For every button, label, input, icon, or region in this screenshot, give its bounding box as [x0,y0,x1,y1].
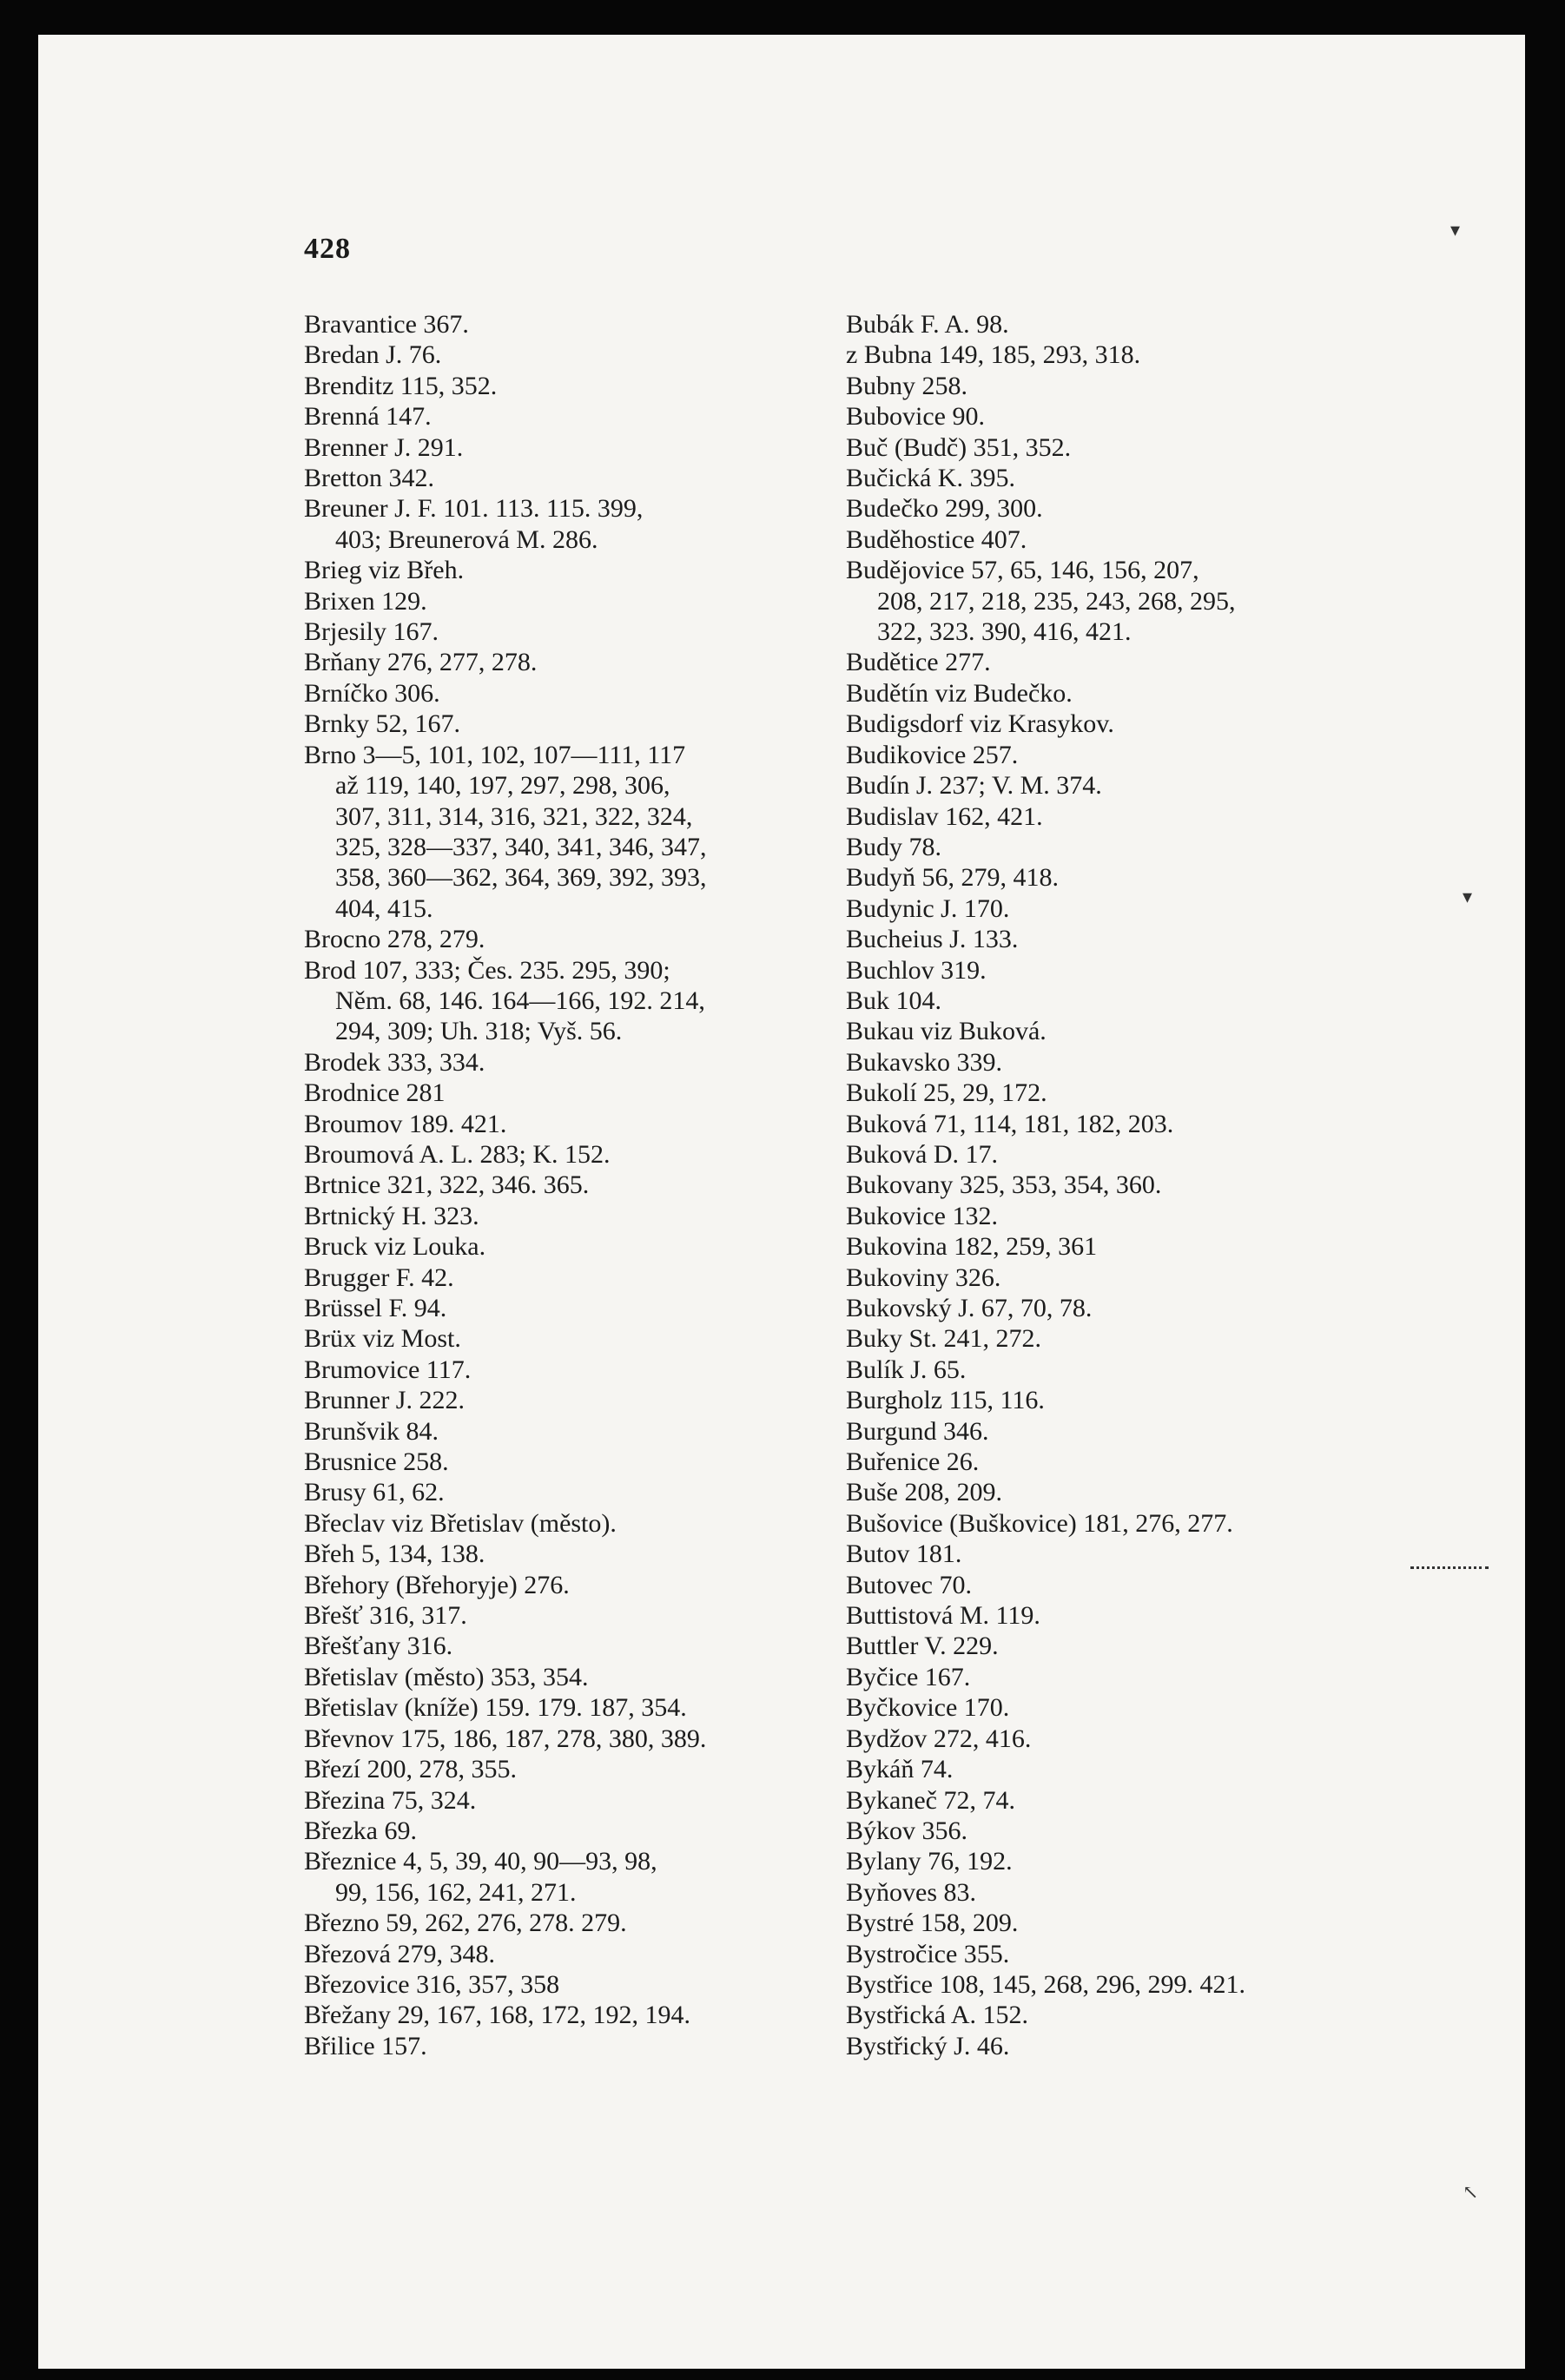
index-entry-line: 403; Breunerová M. 286. [335,524,598,554]
index-entry-line: Bubny 258. [846,371,968,400]
index-entry [846,524,1436,555]
index-entry [846,401,1436,432]
index-entry [846,1754,1436,1784]
index-entry-line: Bukolí 25, 29, 172. [846,1078,1047,1108]
index-entry-line: Bulík J. 65. [846,1355,967,1384]
index-entry [304,1846,825,1908]
index-entry [846,2000,1436,2030]
index-entry [846,647,1436,677]
index-entry [846,1570,1436,1600]
index-entry [304,1785,825,1816]
index-entry [846,862,1436,893]
index-entry [846,1724,1436,1754]
index-entry [304,1631,825,1661]
index-entry [304,1170,825,1200]
index-entry-line: Brunner J. 222. [304,1386,465,1415]
index-entry-line: Buk 104. [846,986,942,1015]
index-entry [304,1263,825,1293]
index-entry-line: Buše 208, 209. [846,1478,1002,1507]
index-entry-line: Brenditz 115, 352. [304,371,498,400]
index-entry [304,555,825,585]
index-entry [846,1477,1436,1507]
index-column-right [846,309,1436,2061]
index-entry-line: Brodnice 281 [304,1078,446,1108]
index-entry [304,1908,825,1938]
index-entry [846,1355,1436,1385]
index-entry-line: Bylany 76, 192. [846,1847,1013,1876]
index-entry-line: Butov 181. [846,1539,962,1569]
index-entry-line: Buková D. 17. [846,1139,998,1169]
index-entry [846,1263,1436,1293]
index-entry [846,1016,1436,1046]
scan-speck-mark: ↖ [1463,2181,1479,2203]
index-entry [846,309,1436,340]
index-entry-line: Brieg viz Břeh. [304,556,465,585]
index-entry-line: Brod 107, 333; Čes. 235. 295, 390; [304,955,670,985]
index-entry [304,1201,825,1231]
index-entry [304,1692,825,1723]
scan-dash-mark [1410,1566,1489,1572]
index-entry [846,1201,1436,1231]
index-entry-line: 358, 360—362, 364, 369, 392, 393, [335,863,707,893]
index-entry [846,1416,1436,1447]
index-entry [846,1293,1436,1323]
index-entry [846,955,1436,986]
index-entry-line: Bukavsko 339. [846,1047,1002,1077]
index-entry-line: Budětín viz Budečko. [846,678,1073,708]
index-entry [846,801,1436,832]
index-entry [846,1816,1436,1846]
index-entry [846,1139,1436,1170]
index-entry [846,1047,1436,1078]
index-entry-line: Buky St. 241, 272. [846,1324,1042,1354]
index-entry-line: Brenner J. 291. [304,432,464,462]
index-entry-line: Burgund 346. [846,1416,989,1446]
index-entry [846,1323,1436,1354]
index-entry [304,647,825,677]
scan-speck-mark: ▾ [1463,886,1473,907]
index-entry [846,1078,1436,1108]
index-entry-line: Bucheius J. 133. [846,925,1019,954]
index-entry [846,1508,1436,1539]
index-entry [846,893,1436,924]
index-entry-line: Budín J. 237; V. M. 374. [846,771,1102,801]
index-entry [846,1877,1436,1908]
index-entry-line: Březová 279, 348. [304,1939,495,1968]
index-entry [304,678,825,709]
index-entry-line: Budislav 162, 421. [846,801,1043,831]
index-entry [304,2031,825,2061]
index-entry [304,1139,825,1170]
page-number: 428 [304,233,351,265]
index-entry [846,1662,1436,1692]
index-entry-line: Budečko 299, 300. [846,494,1043,524]
index-entry [846,1939,1436,1969]
index-entry-line: Budějovice 57, 65, 146, 156, 207, [846,556,1199,585]
index-entry [846,1600,1436,1631]
index-entry-line: Bušovice (Buškovice) 181, 276, 277. [846,1508,1233,1538]
index-entry [846,986,1436,1016]
index-entry [304,616,825,647]
index-entry-line: Bubák F. A. 98. [846,310,1009,339]
index-entry [846,463,1436,493]
index-entry-line: Budikovice 257. [846,740,1019,769]
index-entry [304,1416,825,1447]
index-entry [304,463,825,493]
index-entry [846,832,1436,862]
index-entry-line: až 119, 140, 197, 297, 298, 306, [335,771,670,801]
index-entry [846,493,1436,524]
index-entry-line: Bykaneč 72, 74. [846,1785,1015,1815]
index-entry [846,1969,1436,2000]
index-entry [304,432,825,463]
index-entry-line: 404, 415. [335,893,433,923]
index-entry-line: Břežany 29, 167, 168, 172, 192, 194. [304,2001,690,2030]
index-entry-line: Buchlov 319. [846,955,987,985]
index-entry-line: Budy 78. [846,832,942,861]
index-entry [846,555,1436,647]
index-entry-line: z Bubna 149, 185, 293, 318. [846,340,1141,370]
index-entry [846,1170,1436,1200]
index-entry [846,1692,1436,1723]
book-page [38,35,1525,2369]
index-entry-line: Břehory (Břehoryje) 276. [304,1570,570,1599]
index-entry [846,1785,1436,1816]
index-entry-line: Bučická K. 395. [846,464,1015,493]
index-entry-line: Brüssel F. 94. [304,1294,447,1322]
index-entry-line: Bravantice 367. [304,310,469,339]
index-entry-line: Břevnov 175, 186, 187, 278, 380, 389. [304,1724,707,1753]
index-entry [304,586,825,616]
index-entry [304,1570,825,1600]
index-entry [304,1355,825,1385]
index-entry [846,1908,1436,1938]
index-entry [304,2000,825,2030]
index-entry [304,1939,825,1969]
index-entry [304,1385,825,1415]
index-entry-line: Bukovany 325, 353, 354, 360. [846,1170,1162,1200]
index-entry-line: Brusy 61, 62. [304,1478,445,1507]
index-entry-line: 208, 217, 218, 235, 243, 268, 295, [877,586,1236,616]
index-entry [846,740,1436,770]
index-entry-line: Bruck viz Louka. [304,1232,486,1262]
index-entry [846,1631,1436,1661]
index-entry-line: Brtnice 321, 322, 346. 365. [304,1170,590,1200]
index-entry [304,1047,825,1078]
index-entry-line: Brnky 52, 167. [304,709,460,739]
index-entry-line: Broumová A. L. 283; K. 152. [304,1139,611,1169]
index-entry-line: Břetislav (kníže) 159. 179. 187, 354. [304,1693,687,1723]
index-entry [304,709,825,739]
index-entry-line: Buděhostice 407. [846,524,1027,554]
index-entry [304,1477,825,1507]
index-entry-line: Březovice 316, 357, 358 [304,1969,560,1999]
index-entry-line: Brno 3—5, 101, 102, 107—111, 117 [304,740,686,769]
index-entry-line: Břešťany 316. [304,1632,453,1661]
index-entry-line: 322, 323. 390, 416, 421. [877,617,1132,647]
index-entry-line: Brníčko 306. [304,678,440,708]
index-entry [304,1539,825,1569]
index-entry-line: Budyň 56, 279, 418. [846,863,1060,893]
index-entry-line: Břetislav (město) 353, 354. [304,1662,589,1691]
index-entry-line: 294, 309; Uh. 318; Vyš. 56. [335,1017,623,1046]
index-entry [846,1447,1436,1477]
index-entry-line: Bubovice 90. [846,402,985,432]
index-entry-line: Bystřický J. 46. [846,2031,1010,2060]
index-entry-line: Bystřice 108, 145, 268, 296, 299. 421. [846,1969,1245,1999]
index-entry [846,1231,1436,1262]
index-entry-line: Bukovice 132. [846,1201,998,1230]
index-entry-line: Bukoviny 326. [846,1263,1001,1292]
index-entry [304,1293,825,1323]
index-entry-line: Brusnice 258. [304,1447,449,1477]
index-entry-line: Brocno 278, 279. [304,925,485,954]
index-entry [304,1969,825,2000]
index-entry-line: Březno 59, 262, 276, 278. 279. [304,1909,627,1938]
index-entry-line: Byčkovice 170. [846,1693,1010,1723]
index-entry-line: Brixen 129. [304,586,427,616]
index-entry [304,740,825,924]
index-entry-line: Břeclav viz Břetislav (město). [304,1508,617,1538]
index-entry-line: Byňoves 83. [846,1877,976,1907]
index-entry-line: Březka 69. [304,1816,417,1845]
index-entry-line: Broumov 189. 421. [304,1109,507,1138]
index-entry-line: Břeh 5, 134, 138. [304,1539,485,1569]
index-entry-line: Buttistová M. 119. [846,1601,1040,1631]
index-entry-line: Březina 75, 324. [304,1785,477,1815]
index-entry-line: Brüx viz Most. [304,1324,461,1354]
index-entry [304,955,825,1047]
index-entry-line: Brugger F. 42. [304,1263,454,1292]
index-entry-line: Bydžov 272, 416. [846,1724,1032,1753]
index-entry [304,340,825,370]
index-entry-line: 325, 328—337, 340, 341, 346, 347, [335,832,707,861]
index-entry-line: Breuner J. F. 101. 113. 115. 399, [304,494,644,524]
index-entry [304,1508,825,1539]
index-entry [846,340,1436,370]
index-entry-line: 99, 156, 162, 241, 271. [335,1877,577,1907]
index-entry-line: Bystré 158, 209. [846,1909,1019,1938]
index-entry [304,401,825,432]
index-entry-line: Býkov 356. [846,1816,968,1845]
index-entry-line: Bredan J. 76. [304,340,442,370]
scan-speck-mark: ▾ [1450,219,1461,241]
index-entry [304,1600,825,1631]
index-entry-line: Buřenice 26. [846,1447,980,1477]
index-entry [304,1109,825,1139]
index-entry-line: Bykáň 74. [846,1755,954,1784]
index-entry-line: Bukovský J. 67, 70, 78. [846,1294,1093,1322]
index-entry-line: Brumovice 117. [304,1355,472,1384]
index-entry-line: Bystřická A. 152. [846,2001,1028,2030]
index-entry-line: Březí 200, 278, 355. [304,1755,517,1784]
index-entry [304,1754,825,1784]
index-entry-line: Břilice 157. [304,2031,427,2060]
index-entry-line: 307, 311, 314, 316, 321, 322, 324, [335,801,693,831]
index-entry [304,924,825,954]
index-entry-line: Buč (Budč) 351, 352. [846,432,1072,462]
index-entry [304,309,825,340]
index-entry [304,1816,825,1846]
index-entry-line: Buttler V. 229. [846,1632,999,1661]
index-entry-line: Něm. 68, 146. 164—166, 192. 214, [335,986,705,1015]
index-entry-line: Buková 71, 114, 181, 182, 203. [846,1109,1174,1138]
index-entry-line: Břešť 316, 317. [304,1601,467,1631]
index-entry-line: Budigsdorf viz Krasykov. [846,709,1114,739]
index-entry [846,2031,1436,2061]
index-entry [846,709,1436,739]
index-entry [304,1078,825,1108]
index-entry-line: Brjesily 167. [304,617,439,647]
index-entry [846,1109,1436,1139]
index-entry-line: Budětice 277. [846,648,991,677]
index-entry [304,1724,825,1754]
index-entry [846,1846,1436,1876]
index-entry [846,1539,1436,1569]
index-entry-line: Brtnický H. 323. [304,1201,479,1230]
index-entry-line: Butovec 70. [846,1570,972,1599]
index-entry [846,770,1436,801]
index-entry [846,1385,1436,1415]
index-entry [304,493,825,555]
index-entry-line: Budynic J. 170. [846,893,1010,923]
index-entry-line: Bystročice 355. [846,1939,1010,1968]
index-entry [846,371,1436,401]
index-entry [304,1323,825,1354]
index-entry [846,432,1436,463]
index-entry-line: Byčice 167. [846,1662,971,1691]
index-entry-line: Brodek 333, 334. [304,1047,485,1077]
index-entry-line: Brenná 147. [304,402,432,432]
index-entry [304,1662,825,1692]
index-entry [846,924,1436,954]
index-entry-line: Bukau viz Buková. [846,1017,1047,1046]
index-entry [304,1447,825,1477]
index-column-left [304,309,825,2061]
index-entry-line: Bretton 342. [304,464,434,493]
index-entry [304,371,825,401]
index-entry [304,1231,825,1262]
index-entry [846,678,1436,709]
index-entry-line: Brunšvik 84. [304,1416,439,1446]
index-entry-line: Brňany 276, 277, 278. [304,648,538,677]
index-entry-line: Burgholz 115, 116. [846,1386,1045,1415]
index-entry-line: Bukovina 182, 259, 361 [846,1232,1098,1262]
index-entry-line: Březnice 4, 5, 39, 40, 90—93, 98, [304,1847,657,1876]
